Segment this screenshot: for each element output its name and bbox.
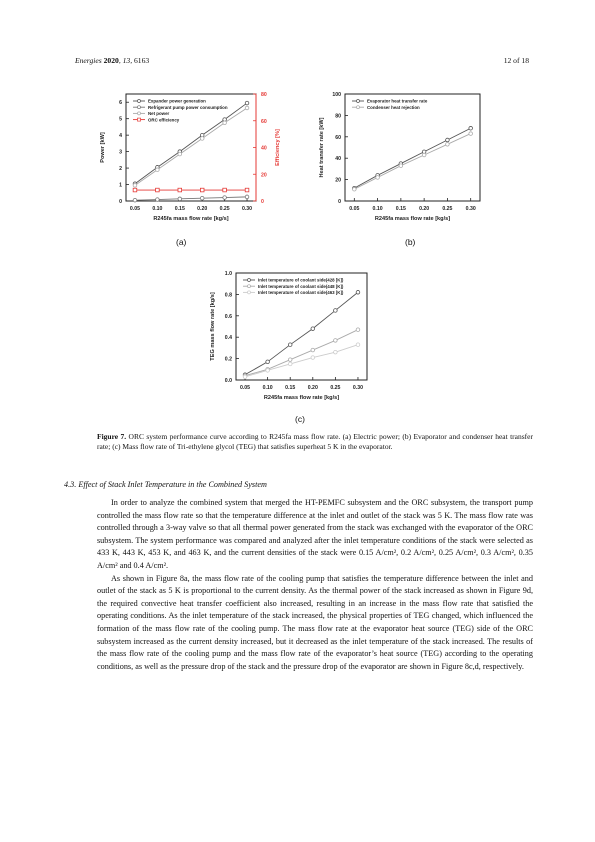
chart-a-legend-label: ORC efficiency xyxy=(148,117,180,123)
chart-c-y-tick-label: 0.4 xyxy=(224,335,232,342)
journal-volume: 13 xyxy=(122,56,131,65)
chart-a-y-tick-label: 0 xyxy=(119,199,122,205)
chart-a-y2-tick-label: 80 xyxy=(261,92,267,98)
chart-c-plot-frame xyxy=(236,273,367,380)
chart-c-y-tick-label: 0.6 xyxy=(224,313,232,320)
chart-b-series-line xyxy=(354,134,470,190)
panel-label-a: (a) xyxy=(176,237,187,247)
chart-c-x-axis-label: R245fa mass flow rate [kg/s] xyxy=(263,395,340,401)
chart-a-data-point xyxy=(245,101,249,105)
chart-b-y-tick-label: 80 xyxy=(335,113,341,120)
chart-b-data-point xyxy=(376,176,380,180)
chart-b-y-tick-label: 20 xyxy=(335,177,341,184)
panel-label-c: (c) xyxy=(295,414,305,424)
chart-c-data-point xyxy=(266,360,270,364)
chart-c-data-point xyxy=(288,358,292,362)
chart-b-x-tick-label: 0.20 xyxy=(419,206,430,212)
chart-c-data-point xyxy=(334,339,338,343)
chart-c-y-tick-label: 0.0 xyxy=(224,378,232,384)
chart-a-y-tick-label: 2 xyxy=(119,166,122,173)
chart-b-x-tick-label: 0.15 xyxy=(395,206,406,212)
chart-c-data-point xyxy=(311,327,315,331)
chart-c-data-point xyxy=(243,375,247,379)
chart-c-x-tick-label: 0.10 xyxy=(262,385,273,391)
figure-caption xyxy=(97,432,533,453)
chart-c-data-point xyxy=(334,350,338,354)
chart-a-data-point xyxy=(200,137,204,141)
chart-c-y-tick-label: 0.2 xyxy=(224,356,232,363)
chart-b-data-point xyxy=(469,126,473,130)
chart-a-legend-label: Refrigerant pump power consumption xyxy=(148,104,228,110)
chart-a-y-tick-label: 6 xyxy=(119,100,122,107)
chart-a-legend-marker xyxy=(138,106,141,109)
chart-c-x-tick-label: 0.25 xyxy=(330,385,341,391)
chart-c-data-point xyxy=(311,348,315,352)
chart-a-legend-marker xyxy=(138,112,141,115)
chart-c-data-point xyxy=(356,328,360,332)
paragraph: In order to analyze the combined system that merged the HT-PEMFC subsystem and the ORC subsystem, the transport pump controlled the mass flow rate so that the temperature difference at the inlet and outlet of the stack was 5 K. The mass flow rate was controlled through a 3-way valve so that all thermal power generated from the stack was exchanged with the evaporator of the ORC subsystem. The system performance was compared and analyzed after the inlet temperature conditions of the stack were selected as 433 K, 443 K, 453 K, and 463 K, and the current densities of the stack were 0.15 A/cm², 0.2 A/cm², 0.25 A/cm², 0.3 A/cm², 0.35 A/cm² and 0.4 A/cm². xyxy=(97,498,533,570)
chart-b-y-tick-label: 40 xyxy=(335,156,341,163)
chart-b-data-point xyxy=(422,153,426,157)
chart-a-legend-label: Net power xyxy=(148,111,170,117)
chart-b-x-axis-label: R245fa mass flow rate [kg/s] xyxy=(374,216,451,222)
chart-b-x-tick-label: 0.30 xyxy=(465,206,476,212)
chart-b-legend-label: Condenser heat rejection xyxy=(367,104,420,110)
chart-a-series-line xyxy=(135,197,247,200)
chart-c-series-line xyxy=(245,345,358,377)
chart-c-data-point xyxy=(356,290,360,294)
chart-b-series-line xyxy=(354,128,470,188)
chart-a-data-point xyxy=(223,188,227,192)
chart-c-y-axis-label: TEG mass flow rate [kg/s] xyxy=(210,292,216,361)
chart-a-y-tick-label: 3 xyxy=(119,149,122,156)
chart-c-data-point xyxy=(266,369,270,373)
chart-b-data-point xyxy=(446,138,450,142)
chart-a-y-tick-label: 4 xyxy=(119,133,122,140)
chart-a-y-tick-label: 5 xyxy=(119,116,122,123)
chart-c-data-point xyxy=(356,343,360,347)
chart-a-data-point xyxy=(178,188,182,192)
section-heading: 4.3. Effect of Stack Inlet Temperature in the Combined System xyxy=(64,480,267,489)
chart-c-legend-marker xyxy=(248,285,251,288)
chart-c-legend-marker xyxy=(248,291,251,294)
chart-b-legend-marker xyxy=(357,100,360,103)
chart-a-data-point xyxy=(200,196,204,200)
running-header-left: Energies 2020, 13, 6163 xyxy=(75,56,150,65)
chart-b-data-point xyxy=(399,164,403,168)
chart-b-data-point xyxy=(353,187,357,191)
chart-a-x-tick-label: 0.15 xyxy=(174,206,185,212)
chart-a-data-point xyxy=(133,198,137,202)
chart-b-y-axis-label: Heat transfer rate [kW] xyxy=(319,117,325,178)
chart-a-x-axis-label: R245fa mass flow rate [kg/s] xyxy=(153,216,229,222)
body-text xyxy=(97,497,533,673)
chart-c-data-point xyxy=(334,309,338,313)
chart-a-data-point xyxy=(245,106,249,110)
chart-a-y2-axis-label: Efficiency [%] xyxy=(275,129,281,166)
chart-b-y-tick-label: 100 xyxy=(332,92,341,98)
chart-c-legend-label: Inlet temperature of coolant side(448 [K]) xyxy=(258,283,344,289)
journal-year: 2020 xyxy=(103,56,119,65)
chart-a-legend-marker xyxy=(138,100,141,103)
chart-a-data-point xyxy=(223,121,227,125)
chart-c-data-point xyxy=(288,343,292,347)
chart-b-x-tick-label: 0.10 xyxy=(372,206,383,212)
chart-a-x-tick-label: 0.05 xyxy=(129,206,141,212)
chart-a-data-point xyxy=(245,188,249,192)
chart-b-y-tick-label: 60 xyxy=(335,134,341,141)
chart-b-data-point xyxy=(446,142,450,146)
chart-a-data-point xyxy=(245,195,249,199)
chart-a-y2-tick-label: 20 xyxy=(261,172,267,179)
chart-a-data-point xyxy=(133,188,137,192)
panel-label-b: (b) xyxy=(405,237,416,247)
chart-a-legend-marker xyxy=(138,118,141,121)
chart-a-data-point xyxy=(156,168,160,172)
chart-a-x-tick-label: 0.25 xyxy=(219,206,230,212)
chart-b-x-tick-label: 0.25 xyxy=(442,206,453,212)
caption-label: Figure 7. xyxy=(97,432,127,441)
chart-b-data-point xyxy=(469,132,473,136)
journal-name: Energies xyxy=(75,56,102,65)
chart-c-x-tick-label: 0.15 xyxy=(285,385,296,391)
article-number: 6163 xyxy=(134,56,150,65)
chart-c-data-point xyxy=(311,356,315,360)
chart-c-y-tick-label: 1.0 xyxy=(224,271,232,277)
chart-a-data-point xyxy=(200,188,204,192)
chart-b-legend-marker xyxy=(357,106,360,109)
chart-b-legend-label: Evaporator heat transfer rate xyxy=(367,98,428,104)
chart-b-x-tick-label: 0.05 xyxy=(349,206,360,212)
chart-c-data-point xyxy=(288,362,292,366)
page-number: 12 of 18 xyxy=(503,56,529,65)
chart-c-legend-label: Inlet temperature of coolant side(428 [K]) xyxy=(258,277,344,283)
chart-a-x-tick-label: 0.20 xyxy=(197,206,208,212)
chart-c-x-tick-label: 0.30 xyxy=(352,385,364,391)
chart-a-y-axis-label: Power [kW] xyxy=(100,132,106,163)
caption-text: ORC system performance curve according to R245fa mass flow rate. (a) Electric power; (b) Evaporator and condenser heat transfer rate; (c) Mass flow rate of Tri-ethylene glycol (TEG) that satisfies superheat 5 K in the evaporator. xyxy=(97,432,534,452)
chart-a-data-point xyxy=(133,184,137,188)
chart-a-y2-tick-label: 40 xyxy=(261,145,267,152)
paragraph: As shown in Figure 8a, the mass flow rate of the cooling pump that satisfies the temperature difference between the inlet and outlet of the stack as 5 K is proportional to the current density. As the thermal power of the stack increased as shown in Figure 9d, the required convective heat transfer coefficient also increased, resulting in an increase in the mass flow rate that satisfied the operating conditions. As the inlet temperature of the stack increased, the physical properties of TEG changed, which influenced the formation of the mass flow rate of the cooling pump. The mass flow rate at the evaporator heat source (TEG) side of the ORC subsystem increased as the current density increased, but it decreased as the inlet temperature of the stack increased. The results of the mass flow rate of the cooling pump and the mass flow rate of the evaporator’s heat source (TEG) according to the operating conditions, as well as the pressure drop of the stack and the pressure drop of the evaporator are shown in Figure 8c,d, respectively. xyxy=(97,573,533,671)
chart-c-x-tick-label: 0.05 xyxy=(239,385,251,391)
chart-c-legend-label: Inlet temperature of coolant side(463 [K]) xyxy=(258,290,344,296)
chart-b-y-tick-label: 0 xyxy=(338,199,341,205)
chart-a-data-point xyxy=(178,152,182,156)
chart-a-y2-tick-label: 0 xyxy=(261,199,264,205)
chart-a-data-point xyxy=(223,196,227,200)
chart-a-legend-label: Expander power generation xyxy=(148,98,206,104)
chart-c-series-line xyxy=(245,292,358,374)
chart-a-data-point xyxy=(178,197,182,201)
chart-a-y-tick-label: 1 xyxy=(119,182,122,189)
chart-a-x-tick-label: 0.30 xyxy=(241,206,253,212)
chart-c-y-tick-label: 0.8 xyxy=(224,292,232,299)
chart-a-x-tick-label: 0.10 xyxy=(152,206,163,212)
chart-c-x-tick-label: 0.20 xyxy=(307,385,318,391)
chart-b-plot-frame xyxy=(345,94,480,201)
chart-a-data-point xyxy=(156,188,160,192)
chart-c-legend-marker xyxy=(248,279,251,282)
chart-a-y2-tick-label: 60 xyxy=(261,118,267,125)
chart-a-data-point xyxy=(156,198,160,202)
chart-a-plot-frame xyxy=(126,94,256,201)
